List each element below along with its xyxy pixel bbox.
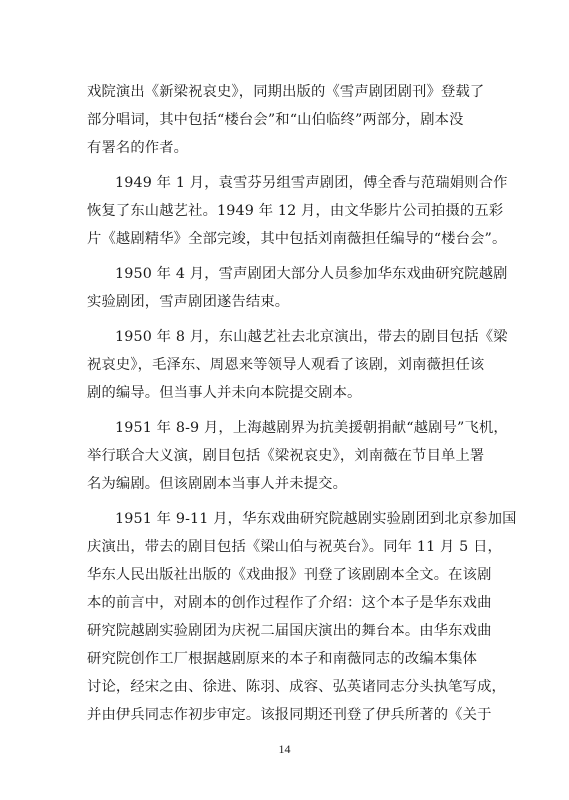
- text-line: 有署名的作者。: [87, 140, 189, 156]
- text-line: 研究院创作工厂根据越剧原来的本子和南薇同志的改编本集体: [87, 651, 478, 667]
- text-line: 剧的编导。但当事人并未向本院提交剧本。: [87, 385, 362, 401]
- text-line: 并由伊兵同志作初步审定。该报同期还刊登了伊兵所著的《关于: [87, 707, 492, 723]
- text-line: 1951 年 9-11 月，华东戏曲研究院越剧实验剧团到北京参加国: [115, 511, 517, 527]
- text-line: 部分唱词，其中包括“楼台会”和“山伯临终”两部分，剧本没: [87, 112, 464, 128]
- page-number: 14: [278, 742, 291, 756]
- text-line: 名为编剧。但该剧剧本当事人并未提交。: [87, 476, 348, 492]
- text-line: 戏院演出《新梁祝哀史》，同期出版的《雪声剧团剧刊》登载了: [87, 84, 485, 100]
- text-line: 1950 年 8 月，东山越艺社去北京演出，带去的剧目包括《梁: [115, 329, 508, 345]
- text-line: 1949 年 1 月，袁雪芬另组雪声剧团，傅全香与范瑞娟则合作: [115, 175, 508, 191]
- text-line: 1950 年 4 月，雪声剧团大部分人员参加华东戏曲研究院越剧: [115, 266, 508, 282]
- text-line: 实验剧团，雪声剧团遂告结束。: [87, 294, 290, 310]
- text-line: 讨论，经宋之由、徐进、陈羽、成容、弘英诸同志分头执笔写成，: [87, 679, 506, 695]
- text-line: 庆演出，带去的剧目包括《梁山伯与祝英台》。同年 11 月 5 日，: [87, 539, 502, 555]
- text-line: 片《越剧精华》全部完竣，其中包括刘南薇担任编导的“楼台会”。: [87, 231, 507, 247]
- text-line: 举行联合大义演，剧目包括《梁祝哀史》，刘南薇在节目单上署: [87, 448, 485, 464]
- text-line: 1951 年 8-9 月，上海越剧界为抗美援朝捐献“越剧号”飞机，: [115, 420, 508, 436]
- text-line: 华东人民出版社出版的《戏曲报》刊登了该剧剧本全文。在该剧: [87, 567, 492, 583]
- text-line: 恢复了东山越艺社。1949 年 12 月，由文华影片公司拍摄的五彩: [87, 203, 504, 219]
- text-line: 研究院越剧实验剧团为庆祝二届国庆演出的舞台本。由华东戏曲: [87, 623, 492, 639]
- text-line: 本的前言中，对剧本的创作过程作了介绍：这个本子是华东戏曲: [87, 595, 492, 611]
- text-line: 祝哀史》，毛泽东、周恩来等领导人观看了该剧，刘南薇担任该: [87, 357, 485, 373]
